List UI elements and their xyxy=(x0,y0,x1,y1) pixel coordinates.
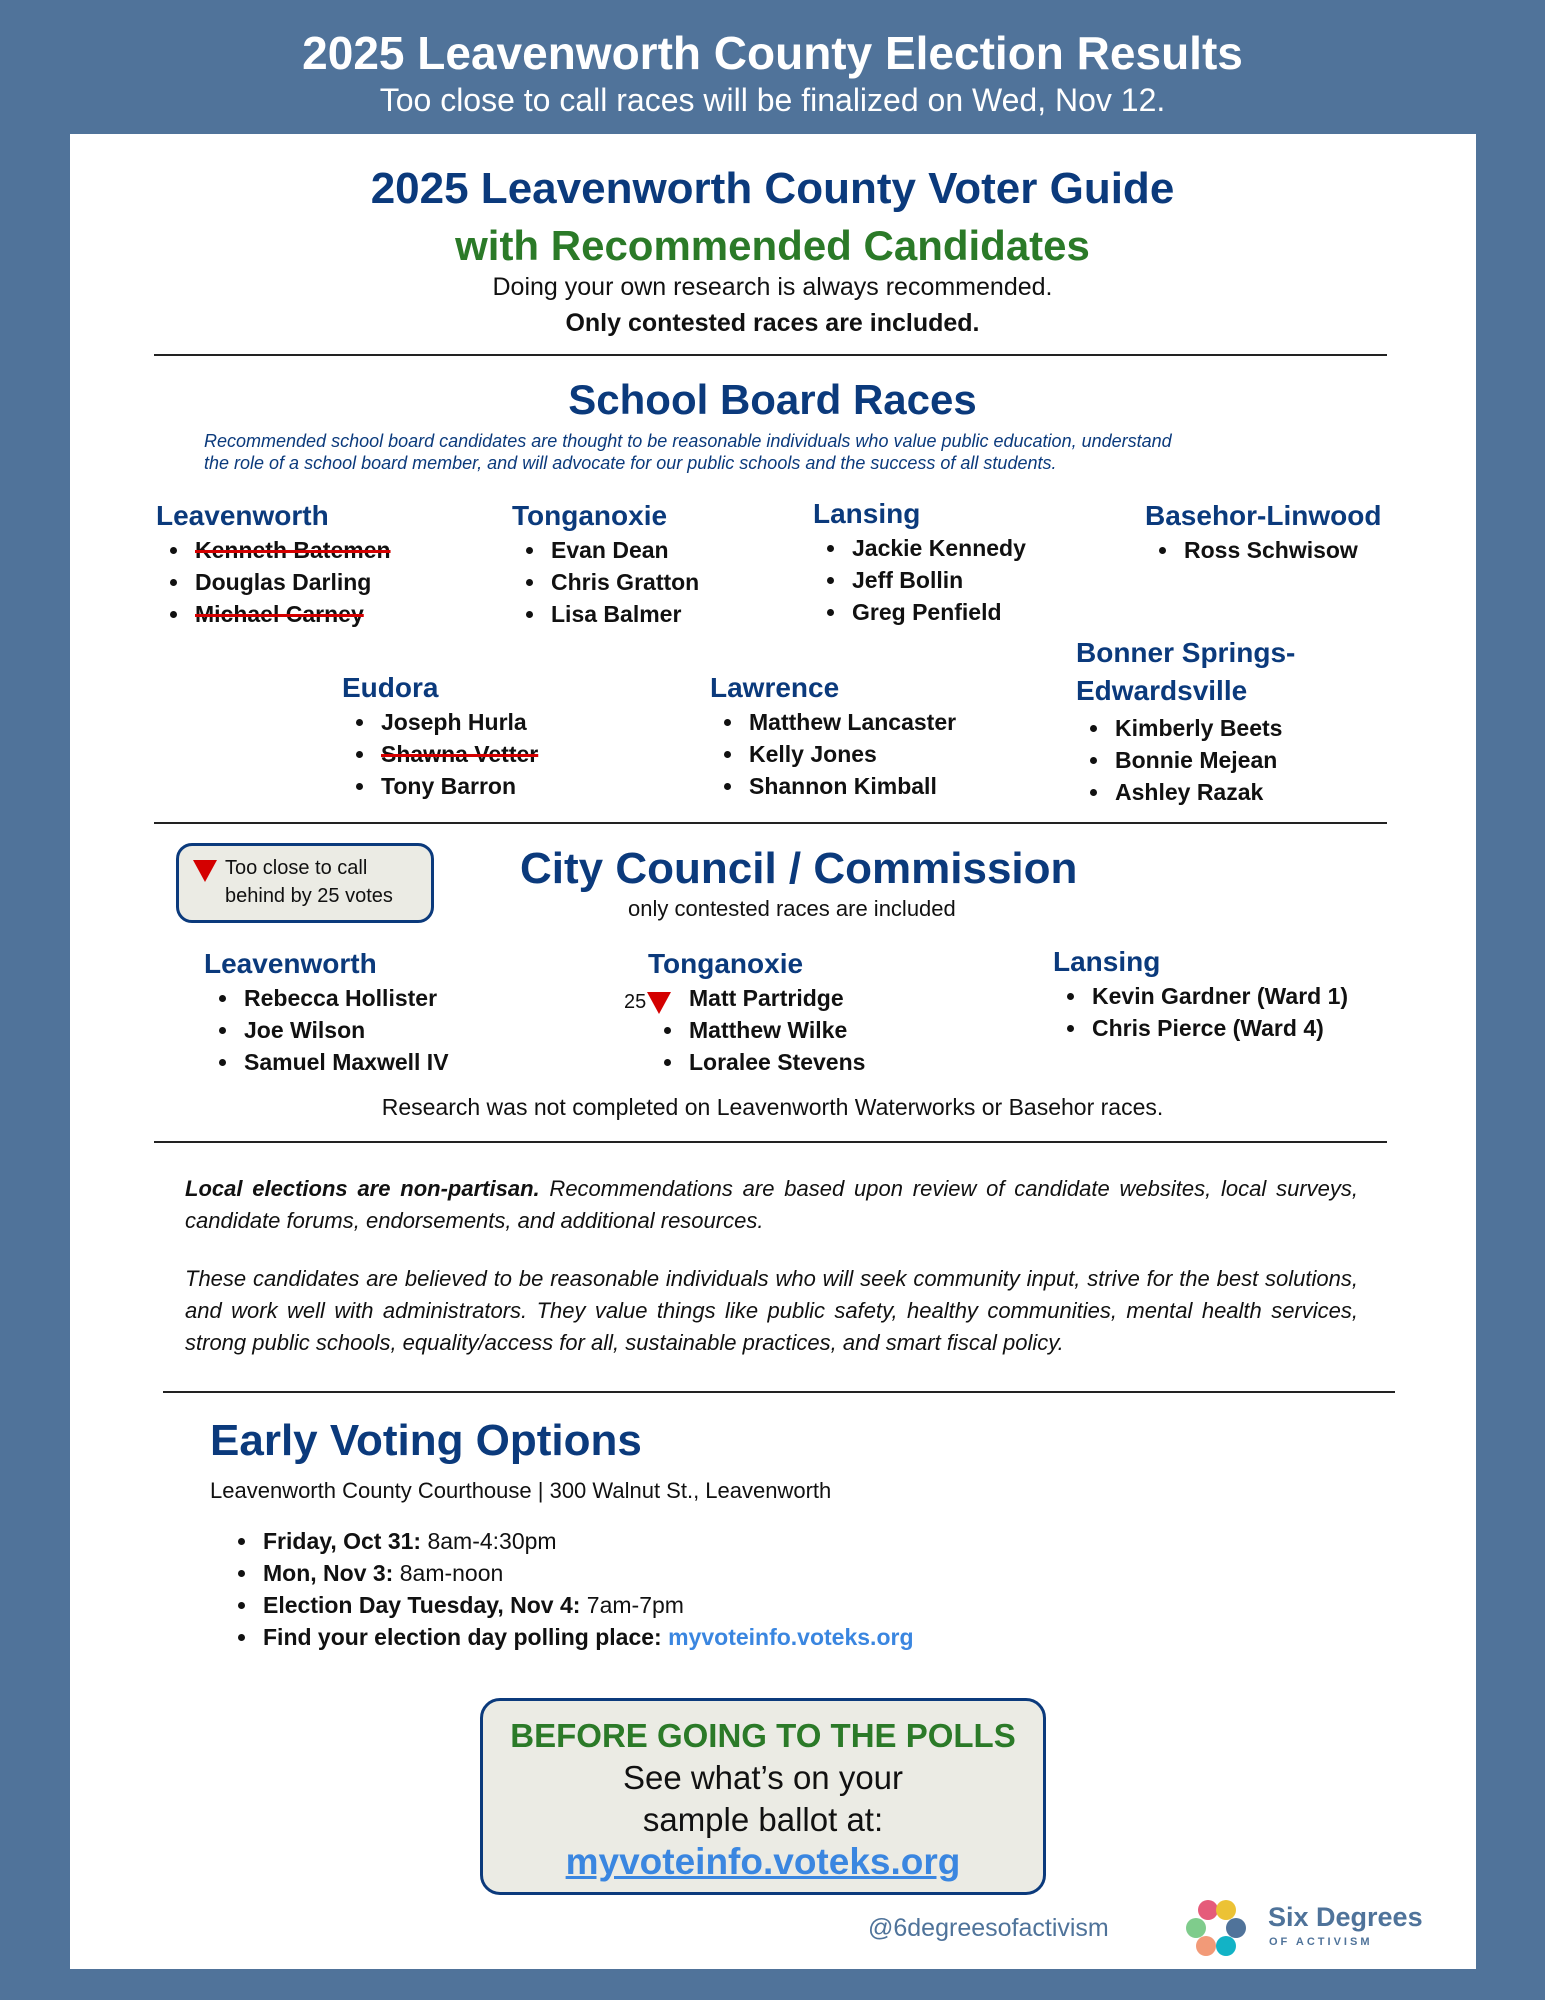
district-heading: Lansing xyxy=(813,498,921,529)
voting-time: Mon, Nov 3: 8am-noon xyxy=(263,1557,914,1589)
polling-place: Find your election day polling place: myvoteinfo.voteks.org xyxy=(263,1621,914,1653)
results-title: 2025 Leavenworth County Election Results xyxy=(302,27,1243,79)
candidate: Samuel Maxwell IV xyxy=(244,1046,449,1078)
district-lawrence xyxy=(710,672,956,802)
district-leavenworth xyxy=(156,500,391,630)
legend-box xyxy=(176,843,434,923)
city-council-title: City Council / Commission xyxy=(520,844,1078,893)
district-heading: Leavenworth xyxy=(156,500,329,531)
candidate: Loralee Stevens xyxy=(689,1046,865,1078)
candidate-struck: Kenneth Batemen xyxy=(195,534,391,566)
district-heading: Lawrence xyxy=(710,672,840,703)
district-heading: Tonganoxie xyxy=(512,500,668,531)
callout-title: BEFORE GOING TO THE POLLS xyxy=(510,1717,1016,1754)
district-bonner-springs-edwardsville xyxy=(1076,634,1295,808)
logo-subtext: OF ACTIVISM xyxy=(1269,1936,1373,1948)
guide-title: 2025 Leavenworth County Voter Guide xyxy=(370,164,1175,213)
candidate: Shannon Kimball xyxy=(749,770,956,802)
district-heading: Bonner Springs- Edwardsville xyxy=(1076,637,1296,706)
candidate-struck: Shawna Vetter xyxy=(381,738,538,770)
divider xyxy=(163,1391,1395,1393)
candidate-too-close: Matt Partridge xyxy=(689,985,844,1011)
district-lansing xyxy=(813,498,1026,628)
candidate: Greg Penfield xyxy=(852,596,1026,628)
guide-note-bold: Only contested races are included. xyxy=(565,309,980,337)
candidate: Chris Pierce (Ward 4) xyxy=(1092,1012,1348,1044)
divider xyxy=(154,822,1387,824)
candidate: Douglas Darling xyxy=(195,566,391,598)
candidate: Jackie Kennedy xyxy=(852,532,1026,564)
guide-note: Doing your own research is always recommended. xyxy=(492,273,1053,301)
early-voting-list xyxy=(263,1525,914,1653)
candidate: Kevin Gardner (Ward 1) xyxy=(1092,980,1348,1012)
divider xyxy=(154,354,1387,356)
candidate: Tony Barron xyxy=(381,770,538,802)
candidate: Ross Schwisow xyxy=(1184,534,1381,566)
city-lansing xyxy=(1053,946,1348,1044)
city-leavenworth xyxy=(204,948,449,1078)
district-tonganoxie xyxy=(512,500,699,630)
district-heading: Leavenworth xyxy=(204,948,377,979)
district-basehor-linwood xyxy=(1145,500,1381,566)
candidate: Evan Dean xyxy=(551,534,699,566)
candidate: Joe Wilson xyxy=(244,1014,449,1046)
down-triangle-icon xyxy=(647,992,671,1014)
candidate: Bonnie Mejean xyxy=(1115,744,1295,776)
candidate: Matthew Wilke xyxy=(689,1014,865,1046)
nonpartisan-paragraph: Local elections are non-partisan. Recommendations are based upon review of candidate websites, local surveys, candidate forums, endorsements, and additional resources. xyxy=(185,1176,1358,1233)
sample-ballot-callout xyxy=(480,1698,1046,1895)
candidate: Jeff Bollin xyxy=(852,564,1026,596)
voting-time: Friday, Oct 31: 8am-4:30pm xyxy=(263,1525,914,1557)
legend-text: behind by 25 votes xyxy=(225,885,393,907)
candidate: Chris Gratton xyxy=(551,566,699,598)
district-heading: Tonganoxie xyxy=(648,948,804,979)
results-subtitle: Too close to call races will be finalized on Wed, Nov 12. xyxy=(379,82,1166,118)
sample-ballot-link[interactable]: myvoteinfo.voteks.org xyxy=(565,1841,961,1882)
district-eudora xyxy=(342,672,538,802)
candidate: Ashley Razak xyxy=(1115,776,1295,808)
polling-place-link[interactable]: myvoteinfo.voteks.org xyxy=(661,1624,914,1650)
research-note: Research was not completed on Leavenworth Waterworks or Basehor races. xyxy=(381,1094,1164,1120)
flower-logo-icon xyxy=(1184,1898,1248,1962)
early-voting-location: Leavenworth County Courthouse | 300 Walnut St., Leavenworth xyxy=(210,1478,832,1503)
district-heading: Eudora xyxy=(342,672,439,703)
candidate: Lisa Balmer xyxy=(551,598,699,630)
divider xyxy=(154,1141,1387,1143)
down-triangle-icon xyxy=(193,860,217,882)
guide-subtitle: with Recommended Candidates xyxy=(455,222,1090,269)
candidate: Kimberly Beets xyxy=(1115,712,1295,744)
district-heading: Lansing xyxy=(1053,946,1161,977)
legend-text: Too close to call xyxy=(225,857,368,879)
school-board-title: School Board Races xyxy=(568,376,977,423)
behind-indicator: 25 xyxy=(624,986,671,1018)
school-board-description: Recommended school board candidates are thought to be reasonable individuals who value public education, understand the role of a school board member, and will advocate for our public schools and the success of all students. xyxy=(204,431,1172,473)
values-paragraph: These candidates are believed to be reasonable individuals who will seek community input, strive for the best solutions, and work well with administrators. They value things like public safety, healthy communities, mental health services, strong public schools, equality/access for all, sustainable practices, and smart fiscal policy. xyxy=(185,1266,1358,1355)
callout-text: sample ballot at: xyxy=(642,1801,884,1838)
candidate: Joseph Hurla xyxy=(381,706,538,738)
six-degrees-logo xyxy=(1184,1898,1423,1962)
voter-guide-panel xyxy=(70,134,1476,1969)
city-tonganoxie xyxy=(624,948,866,1078)
voting-time: Election Day Tuesday, Nov 4: 7am-7pm xyxy=(263,1589,914,1621)
candidate: Kelly Jones xyxy=(749,738,956,770)
city-council-subtitle: only contested races are included xyxy=(628,896,956,921)
candidate: Matthew Lancaster xyxy=(749,706,956,738)
social-handle[interactable]: @6degreesofactivism xyxy=(868,1914,1109,1942)
early-voting-title: Early Voting Options xyxy=(210,1416,642,1465)
district-heading: Basehor-Linwood xyxy=(1145,500,1382,531)
callout-text: See what’s on your xyxy=(622,1759,904,1796)
candidate-struck: Michael Carney xyxy=(195,598,391,630)
candidate: Rebecca Hollister xyxy=(244,982,449,1014)
logo-text: Six Degrees xyxy=(1268,1902,1423,1932)
